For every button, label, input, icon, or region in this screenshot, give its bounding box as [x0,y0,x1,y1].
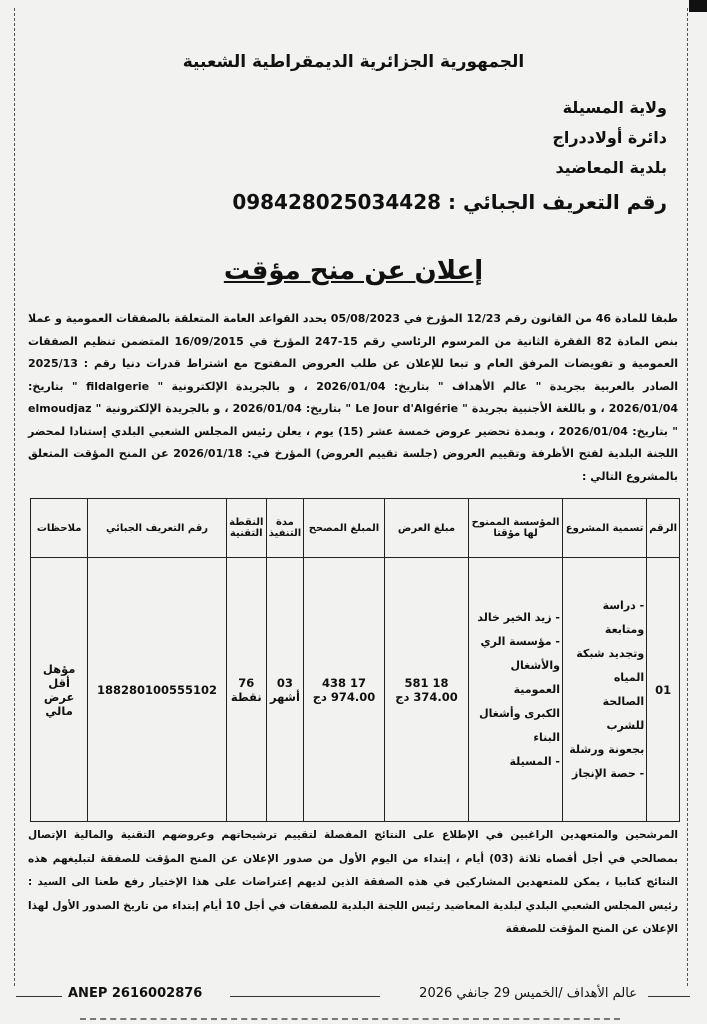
anep-reference: ANEP 2616002876 [68,986,203,1001]
duration-cell [266,558,303,822]
table-header-row [31,499,680,558]
intro-paragraph: طبقا للمادة 46 من القانون رقم 12/23 المؤرخ في 05/08/2023 يحدد القواعد العامة المتعلقة بالصفقات العمومية و عملا بنص المادة 82 الفقرة الثانية من المرسوم الرئاسي رقم 15-247 المؤرخ في 16/09/2015 المتضمن تنظيم الصفقات العمومية و تفويضات المرفق العام و تبعا للإعلان عن طلب العروض المفتوح مع اشتراط قدرات دنيا رقم : 2025/13 الصادر بالعربية بجريدة " عالم الأهداف " بتاريخ: 2026/01/04 ، و بالجريدة الإلكترونية " fildalgerie " بتاريخ: 2026/01/04 ، و باللغة الأجنبية بجريدة " Le Jour d'Algérie " بتاريخ: 2026/01/04 ، و بالجريدة الإلكترونية " elmoudjaz " بتاريخ: 2026/01/04 ، وبمدة تحضير عروض خمسة عشر (15) يوم ، يعلن رئيس المجلس الشعبي البلدي إستنادا لمحضر اللجنة البلدية لفتح الأظرفة وتقييم العروض (جلسة تقييم العروض) المؤرخ في: 2026/01/18 عن المنح المؤقت المتعلق بالمشروع التالي : [28,312,678,483]
company-line: والأشغال العمومية [510,658,560,696]
header-cell: تسمية المشروع [562,499,646,558]
header-cell: رقم التعريف الجبائي [88,499,227,558]
fiscal-id-label: رقم التعريف الجبائي : [448,190,667,214]
row-number: 01 [647,558,680,822]
table-row [31,558,680,822]
closing-paragraph: المرشحين والمتعهدين الراغبين في الإطلاع على النتائج المفصلة لتقييم ترشيحاتهم وعروضهم التقنية والمالية الإتصال بمصالحي في أجل أقصاه ثلاثة (03) أيام ، إبتداء من اليوم الأول من صدور الإعلان عن المنح المؤقت للصفقة لتبليغهم هذه النتائج كتابيا ، يمكن للمتعهدين المشاركين في هذه الصفقة الذين لديهم إعتراضات على هذا الإختيار رفع طعنا الى السيد : رئيس المجلس الشعبي البلدي لبلدية المعاضيد رئيس اللجنة البلدية للصفقات في أجل 10 أيام إبتداء من تاريخ الصدور الأول لهذا الإعلان عن المنح المؤقت للصفقة [28,829,678,935]
wilaya-line: ولاية المسيلة [562,98,667,117]
header-cell: مدة التنفيذ [266,499,303,558]
announcement-title: إعلان عن منح مؤقت [223,256,484,286]
notes-line: عرض مالي [43,689,75,718]
company-cell [469,558,563,822]
corrected-amount-cell: 17 438 974.00 دج [304,558,385,822]
commune-line: بلدية المعاضيد [555,158,667,177]
duration-unit: أشهر [269,689,300,704]
notes-cell [31,558,88,822]
footer-rule [230,996,380,997]
administration-block [232,98,667,220]
notes-line: مؤهل أقل [42,661,76,690]
header-cell: المؤسسة الممنوح لها مؤقتا [469,499,563,558]
company-line: - المسيلة [509,754,560,768]
company-line: - زيد الخير خالد [477,610,560,624]
company-line: - مؤسسة الري [480,634,560,648]
project-line: - حصة الإنجاز [572,766,645,780]
footer-rule [16,996,62,997]
footer-rule [648,996,690,997]
project-name-cell [562,558,646,822]
bid-amount-cell: 18 581 374.00 دج [384,558,468,822]
project-line: الصالحة للشرب [602,694,645,732]
duration-value: 03 [276,675,293,690]
header-cell: الرقم [647,499,680,558]
publication-info: عالم الأهداف /الخميس 29 جانفي 2026 [419,986,637,1001]
project-line: وتجديد شبكة المياه [576,646,645,684]
republic-header: الجمهورية الجزائرية الديمقراطية الشعبية [182,52,525,72]
header-cell: المبلغ المصحح [304,499,385,558]
fiscal-id-line [232,190,667,220]
bottom-dashed-rule [80,1018,620,1020]
project-line: بجعونة ورشلة [569,742,645,756]
company-line: الكبرى وأشغال البناء [479,706,560,744]
header-cell: النقطة التقنية [226,499,266,558]
company-fiscal-id-cell: 188280100555102 [88,558,227,822]
page-corner-mark [689,0,707,12]
header-cell: ملاحظات [31,499,88,558]
daira-line: دائرة أولاددراج [552,128,667,147]
tech-score-cell: 76 نقطة [226,558,266,822]
fiscal-id-value: 098428025034428 [232,190,442,214]
project-line: - دراسة ومتابعة [602,598,645,636]
header-cell: مبلغ العرض [384,499,468,558]
footer [0,984,707,1008]
award-table [30,498,680,822]
